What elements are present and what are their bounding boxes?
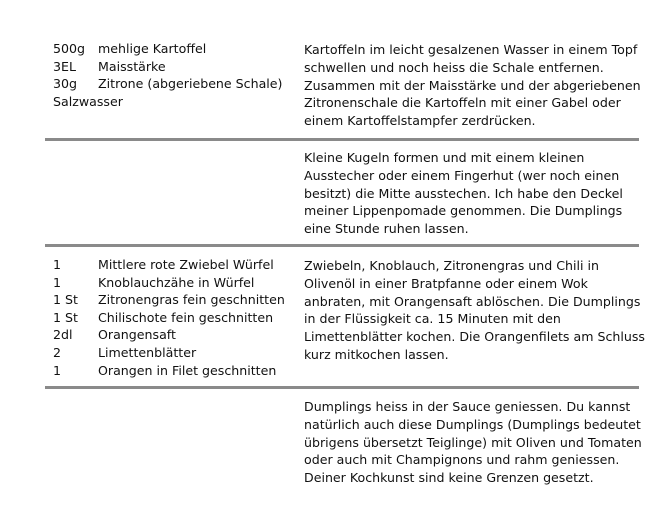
ingredient-name: Chilischote fein geschnitten <box>98 309 274 325</box>
ingredient-quantity: Salzwasser <box>53 93 123 109</box>
ingredient-list <box>53 40 288 110</box>
ingredient-quantity: 2dl <box>53 327 73 343</box>
ingredient-quantity: 2 <box>53 344 62 360</box>
ingredient-name: Knoblauchzähe in Würfel <box>98 274 255 290</box>
ingredient-row <box>53 309 288 327</box>
ingredient-quantity: 1 <box>53 362 62 378</box>
section-divider <box>45 138 639 141</box>
ingredient-list <box>53 256 288 379</box>
ingredient-row <box>53 93 288 111</box>
ingredient-quantity: 500g <box>53 41 86 56</box>
instruction-text: Zwiebeln, Knoblauch, Zitronengras und Chili in Olivenöl in einer Bratpfanne oder einem Wok anbraten, mit Orangensaft ablöschen. Die Dumplings in der Flüssigkeit ca. 15 Minuten mit den Limettenblätter kochen. Die Orangenfilets am Schluss kurz mitkochen lassen. <box>304 258 645 362</box>
ingredient-row <box>53 344 288 362</box>
ingredient-row <box>53 40 288 58</box>
ingredient-name: Limettenblätter <box>98 344 197 360</box>
ingredient-name: mehlige Kartoffel <box>98 41 207 56</box>
ingredient-quantity: 3EL <box>53 58 76 74</box>
ingredient-row <box>53 291 288 309</box>
ingredient-name: Orangensaft <box>98 327 176 343</box>
ingredient-quantity: 1 St <box>53 309 78 325</box>
ingredient-row <box>53 326 288 344</box>
section-divider <box>45 386 639 389</box>
ingredient-name: Maisstärke <box>98 58 166 74</box>
ingredient-name: Mittlere rote Zwiebel Würfel <box>98 257 274 272</box>
instruction-text: Kartoffeln im leicht gesalzenen Wasser in einem Topf schwellen und noch heiss die Schale entfernen. Zusammen mit der Maisstärke und der abgeriebenen Zitronenschale die Kartoffeln mit einer Gabel oder einem Kartoffelstampfer zerdrücken. <box>304 42 641 129</box>
section-divider <box>45 244 639 247</box>
ingredient-quantity: 1 St <box>53 292 78 308</box>
ingredient-quantity: 1 <box>53 257 62 272</box>
instruction-text: Kleine Kugeln formen und mit einem kleinen Ausstecher oder einem Fingerhut (wer noch einen besitzt) die Mitte ausstechen. Ich habe den Deckel meiner Lippenpomade genommen. Die Dumplings eine Stunde ruhen lassen. <box>304 150 623 237</box>
ingredient-name: Orangen in Filet geschnitten <box>98 362 277 378</box>
ingredient-name: Zitronengras fein geschnitten <box>98 292 285 308</box>
ingredient-row <box>53 58 288 76</box>
ingredient-name: Zitrone (abgeriebene Schale) <box>98 76 283 92</box>
ingredient-row <box>53 274 288 292</box>
ingredient-quantity: 30g <box>53 76 78 92</box>
ingredient-quantity: 1 <box>53 274 62 290</box>
ingredient-row <box>53 362 288 380</box>
instruction-text: Dumplings heiss in der Sauce geniessen. Du kannst natürlich auch diese Dumplings (Dumplings bedeutet übrigens übersetzt Teiglinge) mit Oliven und Tomaten oder auch mit Champignons und rahm geniessen. Deiner Kochkunst sind keine Grenzen gesetzt. <box>304 399 642 486</box>
ingredient-row <box>53 75 288 93</box>
ingredient-row <box>53 256 288 274</box>
